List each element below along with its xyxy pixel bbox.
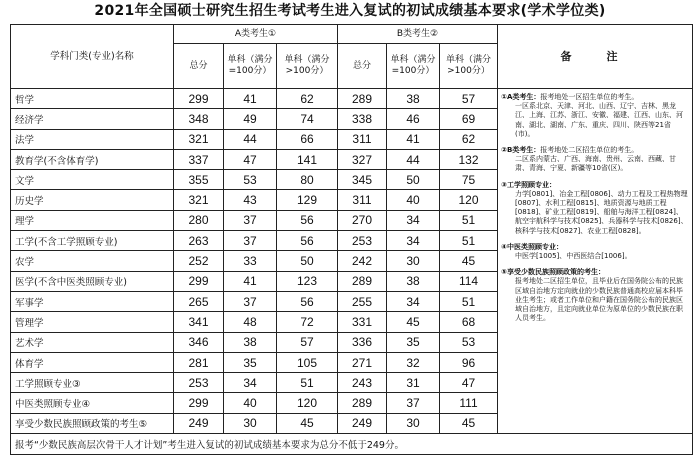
score-cell-b: 46 [387, 109, 440, 129]
score-cell-a: 120 [277, 393, 338, 413]
score-cell-a: 299 [174, 89, 224, 109]
score-cell-b: 34 [387, 291, 440, 311]
score-cell-b: 45 [440, 413, 498, 433]
score-cell-a: 40 [224, 393, 277, 413]
score-cell-b: 242 [338, 251, 387, 271]
score-cell-a: 41 [224, 89, 277, 109]
score-cell-a: 355 [174, 170, 224, 190]
score-cell-b: 120 [440, 190, 498, 210]
score-cell-b: 51 [440, 291, 498, 311]
remarks-header: 备 注 [498, 25, 693, 89]
score-cell-a: 45 [277, 413, 338, 433]
score-cell-b: 32 [387, 352, 440, 372]
score-cell-a: 48 [224, 312, 277, 332]
note-block [501, 93, 689, 139]
score-cell-a: 129 [277, 190, 338, 210]
score-cell-a: 253 [174, 373, 224, 393]
score-cell-b: 38 [387, 89, 440, 109]
score-cell-b: 38 [387, 271, 440, 291]
note-block [501, 181, 689, 236]
score-cell-b: 62 [440, 129, 498, 149]
score-cell-a: 105 [277, 352, 338, 372]
b-total-header: 总分 [338, 44, 387, 89]
score-cell-a: 56 [277, 291, 338, 311]
score-cell-a: 38 [224, 332, 277, 352]
score-cell-b: 255 [338, 291, 387, 311]
note-detail: 报考地处二区招生单位，且毕业后在国务院公布的民族区域自治地方定向就业的少数民族普通高校应届本科毕业生考生；或者工作单位和户籍在国务院公布的民族区域自治地方，且定向就业单位为原单位的少数民族在职人员考生。 [515, 277, 684, 323]
score-cell-a: 321 [174, 190, 224, 210]
score-cell-b: 45 [440, 251, 498, 271]
score-cell-a: 56 [277, 231, 338, 251]
subject-cell: 教育学(不含体育学) [11, 149, 174, 169]
score-cell-b: 37 [387, 393, 440, 413]
score-cell-b: 50 [387, 170, 440, 190]
score-cell-a: 57 [277, 332, 338, 352]
score-cell-b: 57 [440, 89, 498, 109]
score-cell-b: 111 [440, 393, 498, 413]
score-cell-b: 44 [387, 149, 440, 169]
score-cell-b: 96 [440, 352, 498, 372]
score-cell-a: 51 [277, 373, 338, 393]
subject-cell: 艺术学 [11, 332, 174, 352]
score-cell-b: 53 [440, 332, 498, 352]
score-cell-a: 263 [174, 231, 224, 251]
score-cell-b: 271 [338, 352, 387, 372]
a-total-header: 总分 [174, 44, 224, 89]
note-title: ①A类考生： [501, 93, 541, 101]
subject-cell: 哲学 [11, 89, 174, 109]
score-cell-a: 62 [277, 89, 338, 109]
score-cell-b: 249 [338, 413, 387, 433]
score-cell-a: 44 [224, 129, 277, 149]
subject-cell: 法学 [11, 129, 174, 149]
score-cell-b: 243 [338, 373, 387, 393]
score-cell-b: 47 [440, 373, 498, 393]
score-cell-b: 30 [387, 413, 440, 433]
score-cell-b: 270 [338, 210, 387, 230]
score-cell-a: 72 [277, 312, 338, 332]
score-cell-b: 69 [440, 109, 498, 129]
score-cell-a: 35 [224, 352, 277, 372]
remarks-cell [498, 89, 693, 434]
subject-cell: 军事学 [11, 291, 174, 311]
score-cell-a: 337 [174, 149, 224, 169]
score-cell-b: 41 [387, 129, 440, 149]
score-cell-b: 289 [338, 393, 387, 413]
score-cell-a: 50 [277, 251, 338, 271]
score-cell-b: 336 [338, 332, 387, 352]
note-text: 报考地处二区招生单位的考生。 [540, 146, 639, 155]
score-cell-a: 41 [224, 271, 277, 291]
score-cell-a: 30 [224, 413, 277, 433]
note-block [501, 146, 689, 174]
score-cell-a: 348 [174, 109, 224, 129]
score-cell-b: 34 [387, 210, 440, 230]
score-cell-b: 311 [338, 190, 387, 210]
score-cell-b: 132 [440, 149, 498, 169]
score-cell-a: 49 [224, 109, 277, 129]
note-detail: 力学[0801]、冶金工程[0806]、动力工程及工程热物理[0807]、水利工程[0815]、地质资源与地质工程[0818]、矿业工程[0819]、船舶与海洋工程[0824]、航空宇航科学与技术[0825]、兵器科学与技术[0826]、核科学与技术[0827]、农业工程[0828]。 [515, 189, 688, 235]
subject-cell: 体育学 [11, 352, 174, 372]
score-cell-a: 80 [277, 170, 338, 190]
group-a-header: A类考生① [174, 25, 338, 44]
subject-cell: 历史学 [11, 190, 174, 210]
a-single-over-100-header: 单科（满分>100分） [277, 44, 338, 89]
subject-cell: 中医类照顾专业④ [11, 393, 174, 413]
score-cell-a: 74 [277, 109, 338, 129]
score-cell-b: 34 [387, 231, 440, 251]
score-cell-a: 66 [277, 129, 338, 149]
subject-cell: 农学 [11, 251, 174, 271]
score-cell-a: 265 [174, 291, 224, 311]
score-cell-a: 43 [224, 190, 277, 210]
subject-cell: 医学(不含中医类照顾专业) [11, 271, 174, 291]
score-cell-b: 35 [387, 332, 440, 352]
score-cell-a: 252 [174, 251, 224, 271]
note-detail: 中医学[1005]、中西医结合[1006]。 [515, 252, 632, 261]
note-title: ④中医类照顾专业： [501, 242, 563, 251]
score-cell-b: 114 [440, 271, 498, 291]
group-b-header: B类考生② [338, 25, 498, 44]
score-cell-a: 346 [174, 332, 224, 352]
score-cell-b: 51 [440, 231, 498, 251]
score-cell-a: 37 [224, 210, 277, 230]
score-cell-b: 30 [387, 251, 440, 271]
score-cell-a: 33 [224, 251, 277, 271]
score-cell-a: 249 [174, 413, 224, 433]
note-detail: 二区系内蒙古、广西、海南、贵州、云南、西藏、甘肃、青海、宁夏、新疆等10省(区)。 [515, 155, 677, 173]
b-single-over-100-header: 单科（满分>100分） [440, 44, 498, 89]
score-cell-a: 281 [174, 352, 224, 372]
note-title: ③工学照顾专业： [501, 180, 556, 189]
note-text: 报考地处一区招生单位的考生。 [540, 93, 639, 101]
score-cell-b: 327 [338, 149, 387, 169]
score-cell-a: 299 [174, 271, 224, 291]
a-single-100-header: 单科（满分=100分） [224, 44, 277, 89]
subject-column-header: 学科门类(专业)名称 [11, 25, 174, 89]
score-cell-b: 289 [338, 271, 387, 291]
score-cell-b: 40 [387, 190, 440, 210]
score-cell-a: 47 [224, 149, 277, 169]
subject-cell: 文学 [11, 170, 174, 190]
score-cell-b: 331 [338, 312, 387, 332]
subject-cell: 管理学 [11, 312, 174, 332]
score-cell-a: 141 [277, 149, 338, 169]
score-cell-b: 68 [440, 312, 498, 332]
score-cell-a: 37 [224, 291, 277, 311]
footer-note: 报考“少数民族高层次骨干人才计划”考生进入复试的初试成绩基本要求为总分不低于249分。 [11, 434, 693, 455]
subject-cell: 经济学 [11, 109, 174, 129]
subject-cell: 工学(不含工学照顾专业) [11, 231, 174, 251]
note-block [501, 243, 689, 261]
score-cell-a: 53 [224, 170, 277, 190]
score-cell-b: 31 [387, 373, 440, 393]
subject-cell: 理学 [11, 210, 174, 230]
score-cell-a: 341 [174, 312, 224, 332]
score-cell-a: 299 [174, 393, 224, 413]
score-cell-b: 338 [338, 109, 387, 129]
score-table [10, 24, 693, 455]
note-title: ②B类考生： [501, 146, 541, 155]
score-cell-b: 311 [338, 129, 387, 149]
score-cell-b: 253 [338, 231, 387, 251]
score-cell-b: 75 [440, 170, 498, 190]
score-cell-a: 34 [224, 373, 277, 393]
score-cell-a: 123 [277, 271, 338, 291]
score-cell-b: 289 [338, 89, 387, 109]
note-title: ⑤享受少数民族照顾政策的考生： [501, 268, 605, 277]
score-cell-b: 51 [440, 210, 498, 230]
subject-cell: 工学照顾专业③ [11, 373, 174, 393]
subject-cell: 享受少数民族照顾政策的考生⑤ [11, 413, 174, 433]
note-detail: 一区系北京、天津、河北、山西、辽宁、吉林、黑龙江、上海、江苏、浙江、安徽、福建、江西、山东、河南、湖北、湖南、广东、重庆、四川、陕西等21省(市)。 [515, 102, 684, 138]
score-cell-a: 56 [277, 210, 338, 230]
note-block [501, 268, 689, 323]
score-cell-b: 45 [387, 312, 440, 332]
score-cell-a: 37 [224, 231, 277, 251]
table-row [11, 89, 693, 109]
b-single-100-header: 单科（满分=100分） [387, 44, 440, 89]
page-title: 2021年全国硕士研究生招生考试考生进入复试的初试成绩基本要求(学术学位类) [94, 3, 606, 19]
score-cell-a: 280 [174, 210, 224, 230]
score-cell-b: 345 [338, 170, 387, 190]
score-cell-a: 321 [174, 129, 224, 149]
